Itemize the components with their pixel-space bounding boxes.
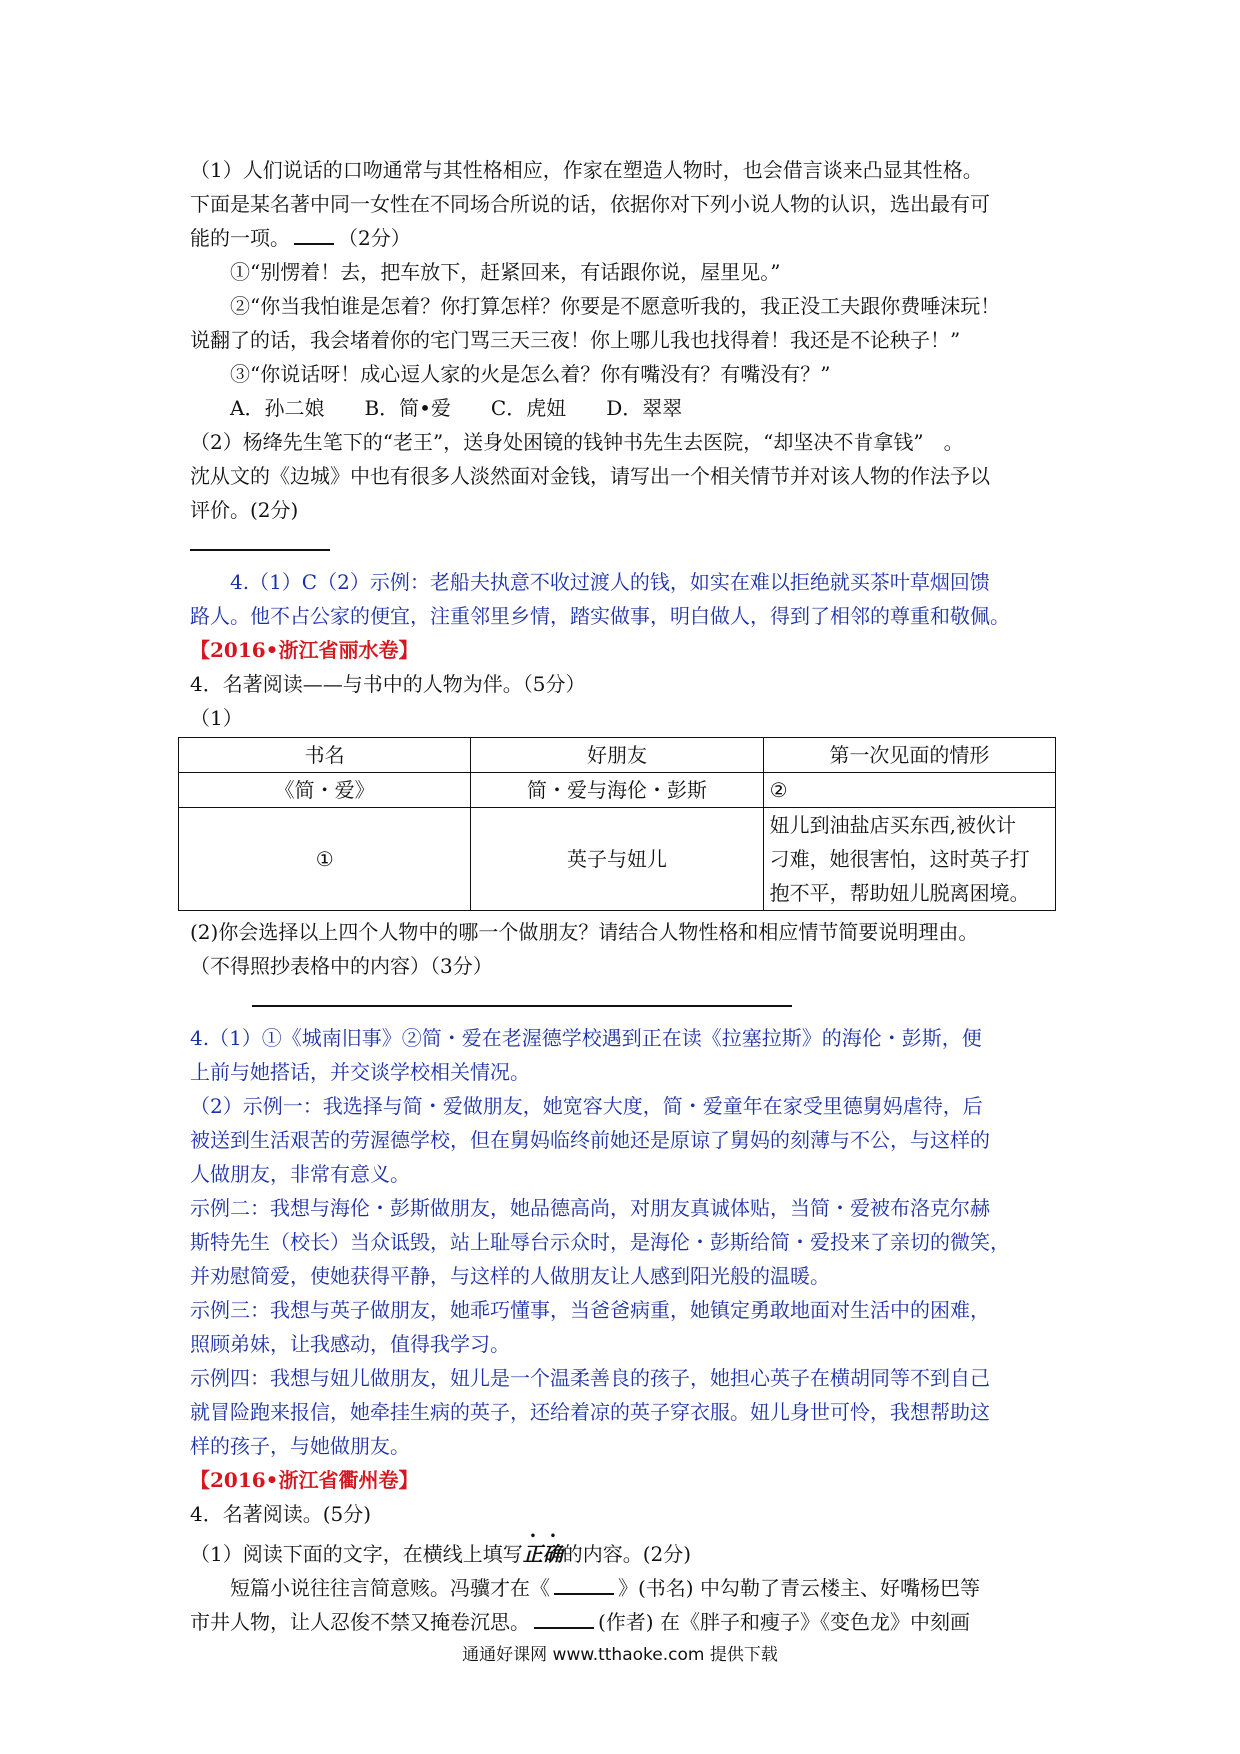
table-cell: 《简・爱》 xyxy=(179,773,471,808)
lishui-answer-line: 就冒险跑来报信，她牵挂生病的英子，还给着凉的英子穿衣服。妞儿身世可怜，我想帮助这 xyxy=(190,1400,990,1424)
q-prev-p1-line1: （1）人们说话的口吻通常与其性格相应，作家在塑造人物时，也会借言谈来凸显其性格。 xyxy=(190,158,983,182)
lishui-answer-line: 并劝慰简爱，使她获得平静，与这样的人做朋友让人感到阳光般的温暖。 xyxy=(190,1264,830,1288)
table-cell-line: 抱不平，帮助妞儿脱离困境。 xyxy=(769,881,1030,905)
lishui-answer-line: 示例二：我想与海伦・彭斯做朋友，她品德高尚，对朋友真诚体贴，当简・爱被布洛克尔赫 xyxy=(190,1196,990,1220)
section-heading-lishui: 【2016•浙江省丽水卷】 xyxy=(190,638,419,662)
table-cell: ① xyxy=(179,808,471,911)
lishui-sub1: （1） xyxy=(190,706,243,730)
lishui-answer-line: 人做朋友，非常有意义。 xyxy=(190,1162,410,1186)
answer-line-rule xyxy=(252,1005,792,1007)
table-cell-line: 妞儿到油盐店买东西,被伙计 xyxy=(769,813,1017,837)
quzhou-para-text: 短篇小说往往言简意赅。冯骥才在《 xyxy=(230,1576,550,1600)
q-prev-p1-score: （2分） xyxy=(338,226,411,250)
q-prev-p1-line3 xyxy=(190,221,1062,255)
book-table xyxy=(178,737,1056,911)
quzhou-sub1-score: 的内容。(2分) xyxy=(562,1542,692,1566)
answer-blank xyxy=(294,221,334,245)
quote-1: ①“别愣着！去，把车放下，赶紧回来，有话跟你说，屋里见。” xyxy=(230,260,781,284)
q-prev-p1-line3-text: 能的一项。 xyxy=(190,226,290,250)
lishui-question-title: 4．名著阅读——与书中的人物为伴。（5分） xyxy=(190,672,586,696)
lishui-answer-line: 示例四：我想与妞儿做朋友，妞儿是一个温柔善良的孩子，她担心英子在横胡同等不到自己 xyxy=(190,1366,990,1390)
lishui-sub2-line2: （不得照抄表格中的内容）（3分） xyxy=(190,954,493,978)
q-prev-p2-line1: （2）杨绛先生笔下的“老王”，送身处困镜的钱钟书先生去医院，“却坚决不肯拿钱” 。 xyxy=(190,430,964,454)
table-header-cell: 书名 xyxy=(179,738,471,773)
answer-line2: 路人。他不占公家的便宜，注重邻里乡情，踏实做事，明白做人，得到了相邻的尊重和敬佩。 xyxy=(190,604,1010,628)
book-title-blank xyxy=(554,1571,614,1595)
quote-3: ③“你说话呀！成心逗人家的火是怎么着？你有嘴没有？有嘴没有？” xyxy=(230,362,831,386)
quzhou-sub1 xyxy=(190,1531,1062,1571)
page-footer: 通通好课网 www.tthaoke.com 提供下载 xyxy=(462,1645,778,1665)
table-row xyxy=(179,808,1056,911)
table-cell-line: 刁难，她很害怕，这时英子打 xyxy=(769,847,1030,871)
divider xyxy=(190,549,330,551)
quzhou-para-line1 xyxy=(190,1571,1062,1605)
table-header-row xyxy=(179,738,1056,773)
quzhou-para-text: (作者) 在《胖子和瘦子》《变色龙》中刻画 xyxy=(598,1610,970,1634)
table-cell: ② xyxy=(763,773,1055,808)
options: A．孙二娘 B．简•爱 C．虎妞 D．翠翠 xyxy=(230,396,683,420)
lishui-answer-line: 斯特先生（校长）当众诋毁，站上耻辱台示众时，是海伦・彭斯给简・爱投来了亲切的微笑， xyxy=(190,1230,1010,1254)
quzhou-para-line2 xyxy=(190,1605,1062,1639)
quzhou-question-title: 4．名著阅读。(5分) xyxy=(190,1502,372,1526)
table-cell: 简・爱与海伦・彭斯 xyxy=(471,773,763,808)
section-heading-quzhou: 【2016•浙江省衢州卷】 xyxy=(190,1468,419,1492)
table-header-cell: 好朋友 xyxy=(471,738,763,773)
lishui-answer-line: （2）示例一：我选择与简・爱做朋友，她宽容大度，简・爱童年在家受里德舅妈虐待，后 xyxy=(190,1094,983,1118)
table-cell xyxy=(763,808,1055,911)
lishui-answer-line: 样的孩子，与她做朋友。 xyxy=(190,1434,410,1458)
lishui-answer-line: 上前与她搭话，并交谈学校相关情况。 xyxy=(190,1060,530,1084)
lishui-sub2-line1: (2)你会选择以上四个人物中的哪一个做朋友？请结合人物性格和相应情节简要说明理由。 xyxy=(190,920,979,944)
author-blank xyxy=(534,1605,594,1629)
page-content xyxy=(190,153,1062,1639)
q-prev-p1-line2: 下面是某名著中同一女性在不同场合所说的话，依据你对下列小说人物的认识，选出最有可 xyxy=(190,192,990,216)
answer-line1: 4.（1）C（2）示例：老船夫执意不收过渡人的钱，如实在难以拒绝就买茶叶草烟回馈 xyxy=(230,570,990,594)
q-prev-p2-line2: 沈从文的《边城》中也有很多人淡然面对金钱，请写出一个相关情节并对该人物的作法予以 xyxy=(190,464,990,488)
quote-2-line2: 说翻了的话，我会堵着你的宅门骂三天三夜！你上哪儿我也找得着！我还是不论秧子！” xyxy=(190,328,961,352)
quzhou-sub1-text: （1）阅读下面的文字，在横线上填写 xyxy=(190,1542,523,1566)
table-header-cell: 第一次见面的情形 xyxy=(763,738,1055,773)
lishui-answer-line: 示例三：我想与英子做朋友，她乖巧懂事，当爸爸病重，她镇定勇敢地面对生活中的困难， xyxy=(190,1298,990,1322)
table-cell: 英子与妞儿 xyxy=(471,808,763,911)
emphasis-text: 正确 xyxy=(522,1542,563,1566)
quote-2-line1: ②“你当我怕谁是怎着？你打算怎样？你要是不愿意听我的，我正没工夫跟你费唾沫玩！ xyxy=(230,294,1001,318)
lishui-answer-line: 照顾弟妹，让我感动，值得我学习。 xyxy=(190,1332,510,1356)
quzhou-para-text: 市井人物，让人忍俊不禁又掩卷沉思。 xyxy=(190,1610,530,1634)
table-row xyxy=(179,773,1056,808)
q-prev-p2-line3: 评价。(2分) xyxy=(190,498,299,522)
lishui-answer-line: 4.（1）①《城南旧事》②简・爱在老渥德学校遇到正在读《拉塞拉斯》的海伦・彭斯，便 xyxy=(190,1026,982,1050)
quzhou-para-text: 》(书名) 中勾勒了青云楼主、好嘴杨巴等 xyxy=(618,1576,980,1600)
lishui-answer-line: 被送到生活艰苦的劳渥德学校，但在舅妈临终前她还是原谅了舅妈的刻薄与不公，与这样的 xyxy=(190,1128,990,1152)
